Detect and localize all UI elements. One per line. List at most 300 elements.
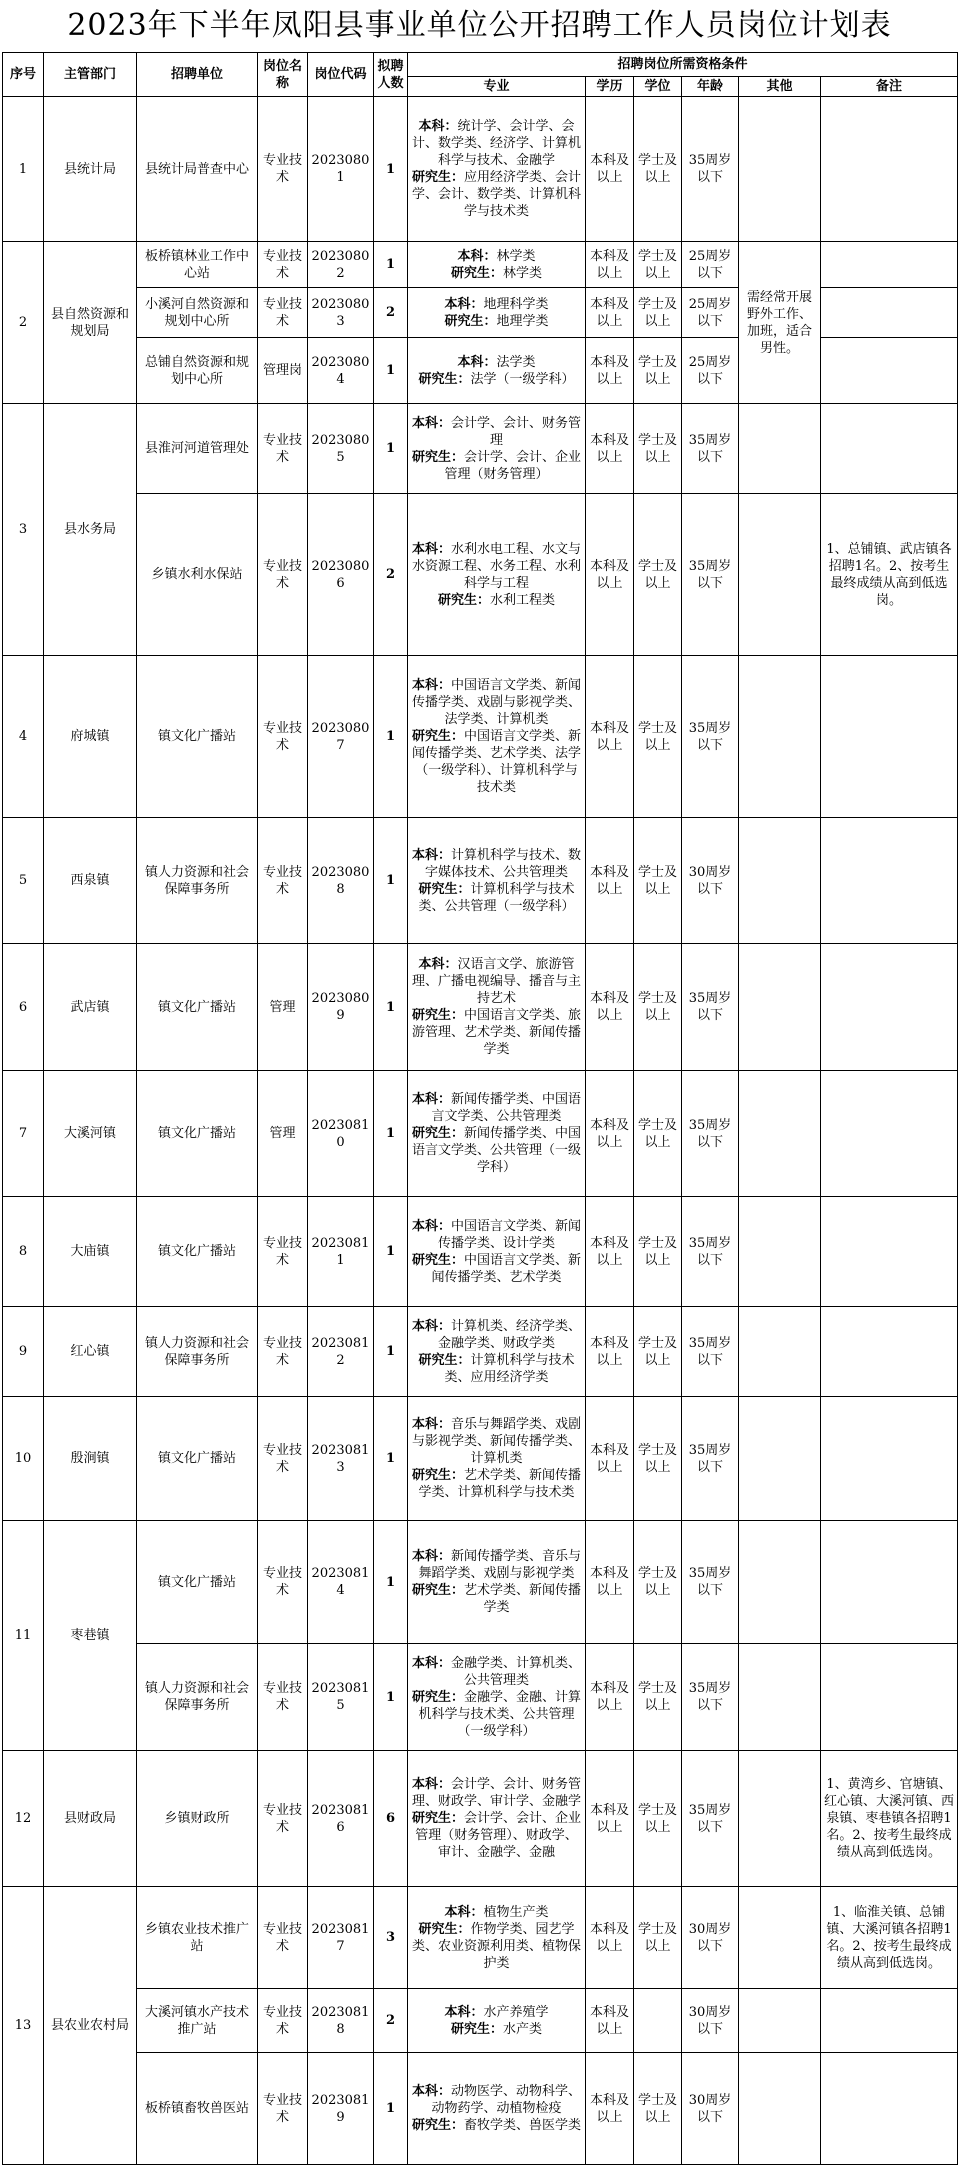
- graduate-majors: 地理学类: [496, 313, 549, 329]
- education-cell: 本科及以上: [586, 1307, 634, 1397]
- major-cell: [408, 1887, 586, 1989]
- graduate-majors: 应用经济学类、会计学、会计、数学类、计算机科学与技术类: [411, 170, 582, 219]
- remark-cell: [821, 97, 958, 242]
- undergrad-label: 本科：: [457, 248, 497, 264]
- graduate-label: 研究生：: [411, 449, 464, 465]
- graduate-label: 研究生：: [411, 2118, 464, 2133]
- unit-cell: 小溪河自然资源和规划中心所: [137, 288, 258, 338]
- undergrad-majors: 中国语言文学类、新闻传播学类、戏剧与影视学类、法学类、计算机类: [411, 678, 582, 727]
- undergrad-majors: 金融学类、计算机类、公共管理类: [451, 1655, 582, 1688]
- seq-cell: 6: [3, 944, 44, 1071]
- undergrad-label: 本科：: [411, 541, 451, 557]
- header-major: 专业: [408, 77, 586, 97]
- table-row: [3, 242, 958, 288]
- graduate-label: 研究生：: [418, 371, 471, 387]
- undergrad-majors: 会计学、会计、财务管理: [451, 415, 582, 448]
- dept-cell: 西泉镇: [44, 818, 137, 944]
- position-name-cell: 专业技术: [258, 2053, 308, 2165]
- unit-cell: 镇人力资源和社会保障事务所: [137, 1307, 258, 1397]
- degree-cell: 学士及以上: [634, 404, 682, 494]
- degree-cell: 学士及以上: [634, 818, 682, 944]
- position-code-cell: 20230811: [308, 1197, 374, 1307]
- count-cell: 6: [374, 1751, 408, 1887]
- position-code-cell: 20230808: [308, 818, 374, 944]
- dept-cell: 府城镇: [44, 656, 137, 818]
- degree-cell: [634, 1989, 682, 2053]
- position-code-cell: 20230815: [308, 1644, 374, 1751]
- remark-cell: [821, 1521, 958, 1644]
- graduate-majors: 水利工程类: [490, 592, 556, 608]
- major-cell: [408, 288, 586, 338]
- graduate-majors: 水产类: [503, 2021, 543, 2037]
- degree-cell: 学士及以上: [634, 97, 682, 242]
- other-cell: [739, 404, 821, 494]
- major-cell: [408, 2053, 586, 2165]
- major-cell: [408, 242, 586, 288]
- undergrad-majors: 新闻传播学类、中国语言文学类、公共管理类: [431, 1092, 582, 1124]
- graduate-majors: 艺术学类、新闻传播学类、计算机科学与技术类: [418, 1468, 582, 1500]
- education-cell: 本科及以上: [586, 1071, 634, 1197]
- position-name-cell: 专业技术: [258, 1307, 308, 1397]
- remark-cell: 1、总铺镇、武店镇各招聘1名。2、按考生最终成绩从高到低选岗。: [821, 494, 958, 656]
- undergrad-majors: 统计学、会计学、会计、数学类、经济学、计算机科学与技术、金融学: [411, 119, 581, 168]
- graduate-majors: 中国语言文学类、新闻传播学类、艺术学类: [431, 1252, 582, 1285]
- unit-cell: 镇文化广播站: [137, 656, 258, 818]
- count-cell: 1: [374, 338, 408, 404]
- education-cell: 本科及以上: [586, 338, 634, 404]
- graduate-majors: 计算机科学与技术类、公共管理（一级学科）: [418, 881, 575, 914]
- seq-cell: 8: [3, 1197, 44, 1307]
- major-cell: [408, 1989, 586, 2053]
- position-code-cell: 20230802: [308, 242, 374, 288]
- degree-cell: 学士及以上: [634, 1397, 682, 1521]
- graduate-label: 研究生：: [418, 881, 471, 897]
- unit-cell: 镇文化广播站: [137, 1521, 258, 1644]
- other-cell: [739, 494, 821, 656]
- undergrad-label: 本科：: [418, 957, 458, 972]
- other-cell: [739, 1197, 821, 1307]
- remark-cell: [821, 1397, 958, 1521]
- graduate-label: 研究生：: [437, 592, 490, 608]
- other-cell: [739, 1397, 821, 1521]
- seq-cell: 3: [3, 404, 44, 656]
- other-cell: [739, 1071, 821, 1197]
- other-cell: [739, 1644, 821, 1751]
- age-cell: 35周岁以下: [682, 944, 739, 1071]
- position-code-cell: 20230816: [308, 1751, 374, 1887]
- major-cell: [408, 1397, 586, 1521]
- other-cell: [739, 1307, 821, 1397]
- table-row: [3, 818, 958, 944]
- count-cell: 1: [374, 1397, 408, 1521]
- unit-cell: 镇文化广播站: [137, 1397, 258, 1521]
- table-row: [3, 2053, 958, 2165]
- undergrad-label: 本科：: [444, 296, 484, 312]
- remark-cell: [821, 242, 958, 288]
- graduate-majors: 金融学、金融、计算机科学与技术类、公共管理（一级学科）: [418, 1689, 582, 1739]
- undergrad-label: 本科：: [411, 847, 451, 863]
- graduate-majors: 作物学类、园艺学类、农业资源利用类、植物保护类: [411, 1921, 581, 1971]
- table-row: [3, 1887, 958, 1989]
- education-cell: 本科及以上: [586, 1644, 634, 1751]
- table-row: [3, 1989, 958, 2053]
- graduate-majors: 计算机科学与技术类、应用经济学类: [444, 1352, 575, 1385]
- dept-cell: 县统计局: [44, 97, 137, 242]
- unit-cell: 乡镇农业技术推广站: [137, 1887, 258, 1989]
- remark-cell: [821, 2053, 958, 2165]
- graduate-majors: 会计学、会计、企业管理（财务管理）、财政学、审计、金融学、金融: [415, 1811, 582, 1860]
- remark-cell: [821, 404, 958, 494]
- age-cell: 30周岁以下: [682, 1989, 739, 2053]
- unit-cell: 乡镇水利水保站: [137, 494, 258, 656]
- position-code-cell: 20230818: [308, 1989, 374, 2053]
- count-cell: 1: [374, 97, 408, 242]
- seq-cell: 7: [3, 1071, 44, 1197]
- undergrad-majors: 中国语言文学类、新闻传播学类、设计学类: [437, 1218, 582, 1251]
- table-row: [3, 1751, 958, 1887]
- age-cell: 35周岁以下: [682, 1751, 739, 1887]
- degree-cell: 学士及以上: [634, 1644, 682, 1751]
- unit-cell: 县淮河河道管理处: [137, 404, 258, 494]
- education-cell: 本科及以上: [586, 1751, 634, 1887]
- major-cell: [408, 1521, 586, 1644]
- age-cell: 35周岁以下: [682, 1521, 739, 1644]
- major-cell: [408, 944, 586, 1071]
- degree-cell: 学士及以上: [634, 656, 682, 818]
- seq-cell: 9: [3, 1307, 44, 1397]
- major-cell: [408, 1197, 586, 1307]
- remark-cell: [821, 338, 958, 404]
- unit-cell: 总铺自然资源和规划中心所: [137, 338, 258, 404]
- age-cell: 35周岁以下: [682, 1071, 739, 1197]
- dept-cell: 殷涧镇: [44, 1397, 137, 1521]
- position-code-cell: 20230814: [308, 1521, 374, 1644]
- graduate-label: 研究生：: [411, 1252, 464, 1268]
- education-cell: 本科及以上: [586, 288, 634, 338]
- graduate-label: 研究生：: [411, 1008, 464, 1023]
- remark-cell: [821, 1989, 958, 2053]
- education-cell: 本科及以上: [586, 1197, 634, 1307]
- position-name-cell: 专业技术: [258, 242, 308, 288]
- undergrad-majors: 会计学、会计、财务管理、财政学、审计学、金融学: [411, 1777, 582, 1809]
- age-cell: 35周岁以下: [682, 97, 739, 242]
- count-cell: 2: [374, 494, 408, 656]
- unit-cell: 乡镇财政所: [137, 1751, 258, 1887]
- remark-cell: 1、临淮关镇、总铺镇、大溪河镇各招聘1名。2、按考生最终成绩从高到低选岗。: [821, 1887, 958, 1989]
- major-cell: [408, 494, 586, 656]
- header-unit: 招聘单位: [137, 53, 258, 97]
- remark-cell: [821, 288, 958, 338]
- other-cell: [739, 818, 821, 944]
- education-cell: 本科及以上: [586, 404, 634, 494]
- undergrad-majors: 法学类: [496, 354, 536, 370]
- remark-cell: [821, 1071, 958, 1197]
- count-cell: 2: [374, 288, 408, 338]
- age-cell: 35周岁以下: [682, 656, 739, 818]
- unit-cell: 县统计局普查中心: [137, 97, 258, 242]
- undergrad-label: 本科：: [457, 354, 497, 370]
- count-cell: 1: [374, 1307, 408, 1397]
- undergrad-label: 本科：: [411, 415, 451, 431]
- table-row: [3, 1197, 958, 1307]
- position-name-cell: 专业技术: [258, 288, 308, 338]
- position-code-cell: 20230810: [308, 1071, 374, 1197]
- graduate-label: 研究生：: [411, 1468, 464, 1483]
- major-cell: [408, 1307, 586, 1397]
- undergrad-majors: 林学类: [496, 248, 536, 264]
- unit-cell: 镇文化广播站: [137, 1197, 258, 1307]
- graduate-label: 研究生：: [418, 1352, 471, 1368]
- graduate-majors: 新闻传播学类、中国语言文学类、公共管理（一级学科）: [411, 1126, 582, 1175]
- graduate-label: 研究生：: [411, 729, 464, 744]
- position-name-cell: 专业技术: [258, 404, 308, 494]
- age-cell: 30周岁以下: [682, 818, 739, 944]
- dept-cell: 大庙镇: [44, 1197, 137, 1307]
- count-cell: 1: [374, 404, 408, 494]
- other-cell: [739, 944, 821, 1071]
- position-name-cell: 专业技术: [258, 1751, 308, 1887]
- dept-cell: 县农业农村局: [44, 1887, 137, 2165]
- major-cell: [408, 338, 586, 404]
- header-age: 年龄: [682, 77, 739, 97]
- count-cell: 1: [374, 2053, 408, 2165]
- graduate-majors: 法学（一级学科）: [470, 371, 575, 387]
- position-name-cell: 专业技术: [258, 494, 308, 656]
- age-cell: 25周岁以下: [682, 288, 739, 338]
- undergrad-majors: 音乐与舞蹈学类、戏剧与影视学类、新闻传播学类、计算机类: [411, 1417, 582, 1466]
- remark-cell: [821, 1307, 958, 1397]
- remark-cell: [821, 656, 958, 818]
- education-cell: 本科及以上: [586, 494, 634, 656]
- undergrad-label: 本科：: [444, 2004, 484, 2020]
- page-title: 2023年下半年凤阳县事业单位公开招聘工作人员岗位计划表: [67, 8, 892, 43]
- undergrad-label: 本科：: [418, 119, 458, 134]
- age-cell: 35周岁以下: [682, 1397, 739, 1521]
- remark-cell: [821, 944, 958, 1071]
- header-seq: 序号: [3, 53, 44, 97]
- education-cell: 本科及以上: [586, 1989, 634, 2053]
- header-pos-name: 岗位名称: [258, 53, 308, 97]
- position-code-cell: 20230803: [308, 288, 374, 338]
- education-cell: 本科及以上: [586, 2053, 634, 2165]
- position-name-cell: 专业技术: [258, 1644, 308, 1751]
- graduate-label: 研究生：: [411, 1126, 464, 1141]
- header-count: 拟聘人数: [374, 53, 408, 97]
- education-cell: 本科及以上: [586, 242, 634, 288]
- undergrad-majors: 计算机类、经济学类、金融学类、财政学类: [437, 1318, 582, 1351]
- count-cell: 2: [374, 1989, 408, 2053]
- education-cell: 本科及以上: [586, 97, 634, 242]
- table-row: [3, 944, 958, 1071]
- undergrad-majors: 计算机科学与技术、数字媒体技术、公共管理类: [424, 847, 582, 880]
- degree-cell: 学士及以上: [634, 338, 682, 404]
- undergrad-label: 本科：: [411, 1549, 451, 1564]
- degree-cell: 学士及以上: [634, 1307, 682, 1397]
- education-cell: 本科及以上: [586, 656, 634, 818]
- unit-cell: 板桥镇畜牧兽医站: [137, 2053, 258, 2165]
- unit-cell: 镇文化广播站: [137, 1071, 258, 1197]
- major-cell: [408, 818, 586, 944]
- seq-cell: 2: [3, 242, 44, 404]
- graduate-label: 研究生：: [411, 1583, 464, 1598]
- graduate-majors: 中国语言文学类、旅游管理、艺术学类、新闻传播学类: [411, 1008, 582, 1057]
- position-name-cell: 专业技术: [258, 97, 308, 242]
- unit-cell: 板桥镇林业工作中心站: [137, 242, 258, 288]
- graduate-label: 研究生：: [411, 1811, 464, 1826]
- position-name-cell: 专业技术: [258, 656, 308, 818]
- table-row: [3, 1071, 958, 1197]
- position-name-cell: 管理: [258, 944, 308, 1071]
- seq-cell: 4: [3, 656, 44, 818]
- table-row: [3, 1644, 958, 1751]
- remark-cell: [821, 1644, 958, 1751]
- table-row: [3, 1397, 958, 1521]
- position-name-cell: 专业技术: [258, 1397, 308, 1521]
- undergrad-majors: 植物生产类: [483, 1904, 549, 1920]
- position-code-cell: 20230817: [308, 1887, 374, 1989]
- seq-cell: 13: [3, 1887, 44, 2165]
- graduate-label: 研究生：: [418, 1921, 471, 1937]
- position-name-cell: 专业技术: [258, 1197, 308, 1307]
- position-name-cell: 专业技术: [258, 1887, 308, 1989]
- graduate-label: 研究生：: [411, 1689, 464, 1705]
- age-cell: 35周岁以下: [682, 404, 739, 494]
- dept-cell: 枣巷镇: [44, 1521, 137, 1751]
- dept-cell: 红心镇: [44, 1307, 137, 1397]
- degree-cell: 学士及以上: [634, 1751, 682, 1887]
- education-cell: 本科及以上: [586, 1397, 634, 1521]
- age-cell: 35周岁以下: [682, 1307, 739, 1397]
- position-name-cell: 专业技术: [258, 1521, 308, 1644]
- seq-cell: 12: [3, 1751, 44, 1887]
- degree-cell: 学士及以上: [634, 1071, 682, 1197]
- table-row: [3, 1307, 958, 1397]
- table-row: [3, 494, 958, 656]
- degree-cell: 学士及以上: [634, 1887, 682, 1989]
- seq-cell: 10: [3, 1397, 44, 1521]
- count-cell: 1: [374, 944, 408, 1071]
- position-code-cell: 20230804: [308, 338, 374, 404]
- dept-cell: 县财政局: [44, 1751, 137, 1887]
- remark-cell: [821, 1197, 958, 1307]
- major-cell: [408, 1644, 586, 1751]
- graduate-label: 研究生：: [450, 265, 503, 281]
- position-name-cell: 管理: [258, 1071, 308, 1197]
- undergrad-label: 本科：: [411, 1655, 451, 1671]
- position-code-cell: 20230805: [308, 404, 374, 494]
- table-row: [3, 404, 958, 494]
- table-row: [3, 97, 958, 242]
- degree-cell: 学士及以上: [634, 242, 682, 288]
- header-other: 其他: [739, 77, 821, 97]
- position-plan-table: [2, 52, 958, 2165]
- age-cell: 35周岁以下: [682, 494, 739, 656]
- count-cell: 3: [374, 1887, 408, 1989]
- dept-cell: 县自然资源和规划局: [44, 242, 137, 404]
- undergrad-label: 本科：: [411, 1318, 451, 1334]
- graduate-label: 研究生：: [444, 313, 497, 329]
- position-code-cell: 20230806: [308, 494, 374, 656]
- unit-cell: 镇文化广播站: [137, 944, 258, 1071]
- table-row: [3, 1521, 958, 1644]
- major-cell: [408, 97, 586, 242]
- dept-cell: 县水务局: [44, 404, 137, 656]
- position-code-cell: 20230809: [308, 944, 374, 1071]
- major-cell: [408, 1071, 586, 1197]
- age-cell: 30周岁以下: [682, 1887, 739, 1989]
- graduate-majors: 林学类: [503, 265, 543, 281]
- count-cell: 1: [374, 1644, 408, 1751]
- age-cell: 30周岁以下: [682, 2053, 739, 2165]
- position-code-cell: 20230807: [308, 656, 374, 818]
- graduate-majors: 会计学、会计、企业管理（财务管理）: [444, 449, 582, 482]
- count-cell: 1: [374, 818, 408, 944]
- header-edu: 学历: [586, 77, 634, 97]
- position-code-cell: 20230819: [308, 2053, 374, 2165]
- position-name-cell: 管理岗: [258, 338, 308, 404]
- seq-cell: 11: [3, 1521, 44, 1751]
- undergrad-label: 本科：: [411, 1777, 451, 1792]
- age-cell: 25周岁以下: [682, 338, 739, 404]
- graduate-label: 研究生：: [450, 2021, 503, 2037]
- undergrad-majors: 地理科学类: [483, 296, 549, 312]
- age-cell: 25周岁以下: [682, 242, 739, 288]
- undergrad-majors: 动物医学、动物科学、动物药学、动植物检疫: [431, 2084, 582, 2116]
- header-dept: 主管部门: [44, 53, 137, 97]
- undergrad-label: 本科：: [411, 2084, 451, 2099]
- count-cell: 1: [374, 656, 408, 818]
- undergrad-label: 本科：: [411, 1092, 451, 1107]
- undergrad-label: 本科：: [444, 1904, 484, 1920]
- header-conditions: 招聘岗位所需资格条件: [408, 53, 958, 77]
- education-cell: 本科及以上: [586, 1521, 634, 1644]
- other-cell: 需经常开展野外工作、加班，适合男性。: [739, 242, 821, 404]
- degree-cell: 学士及以上: [634, 944, 682, 1071]
- graduate-label: 研究生：: [411, 170, 464, 185]
- graduate-majors: 艺术学类、新闻传播学类: [464, 1583, 582, 1615]
- dept-cell: 武店镇: [44, 944, 137, 1071]
- count-cell: 1: [374, 1071, 408, 1197]
- degree-cell: 学士及以上: [634, 288, 682, 338]
- remark-cell: [821, 818, 958, 944]
- graduate-majors: 畜牧学类、兽医学类: [464, 2118, 582, 2133]
- undergrad-label: 本科：: [411, 1218, 451, 1234]
- seq-cell: 1: [3, 97, 44, 242]
- position-name-cell: 专业技术: [258, 818, 308, 944]
- degree-cell: 学士及以上: [634, 1521, 682, 1644]
- count-cell: 1: [374, 1521, 408, 1644]
- other-cell: [739, 1521, 821, 1644]
- major-cell: [408, 656, 586, 818]
- age-cell: 35周岁以下: [682, 1644, 739, 1751]
- other-cell: [739, 1751, 821, 1887]
- age-cell: 35周岁以下: [682, 1197, 739, 1307]
- other-cell: [739, 656, 821, 818]
- other-cell: [739, 97, 821, 242]
- degree-cell: 学士及以上: [634, 1197, 682, 1307]
- undergrad-majors: 水利水电工程、水文与水资源工程、水务工程、水利科学与工程: [411, 541, 582, 591]
- table-row: [3, 656, 958, 818]
- header-degree: 学位: [634, 77, 682, 97]
- unit-cell: 大溪河镇水产技术推广站: [137, 1989, 258, 2053]
- position-code-cell: 20230812: [308, 1307, 374, 1397]
- count-cell: 1: [374, 242, 408, 288]
- major-cell: [408, 404, 586, 494]
- position-name-cell: 专业技术: [258, 1989, 308, 2053]
- count-cell: 1: [374, 1197, 408, 1307]
- graduate-majors: 中国语言文学类、新闻传播学类、艺术学类、法学（一级学科）、计算机科学与技术类: [411, 729, 582, 795]
- remark-cell: 1、黄湾乡、官塘镇、红心镇、大溪河镇、西泉镇、枣巷镇各招聘1名。2、按考生最终成绩从高到低选岗。: [821, 1751, 958, 1887]
